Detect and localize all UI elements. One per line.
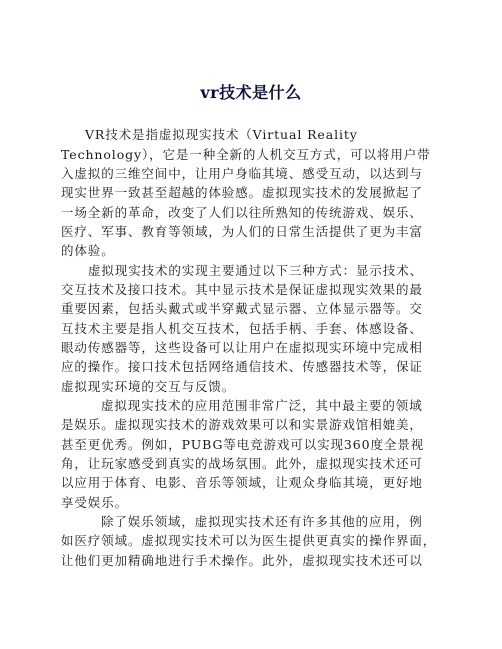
paragraph-line: 让他们更加精确地进行手术操作。此外，虚拟现实技术还可以	[61, 553, 423, 568]
paragraph-line: Technology），它是一种全新的人机交互方式，可以将用户带	[61, 147, 431, 162]
paragraph-line: 交互技术及接口技术。其中显示技术是保证虚拟现实效果的最	[61, 282, 423, 297]
paragraph-line: 虚拟现实环境的交互与反馈。	[61, 379, 236, 394]
paragraph-line: 享受娱乐。	[61, 495, 129, 510]
paragraph-line: VR技术是指虚拟现实技术（Virtual Reality	[85, 127, 358, 142]
paragraph-line: 以应用于体育、电影、音乐等领域，让观众身临其境，更好地	[61, 475, 423, 490]
paragraph-line: 是娱乐。虚拟现实技术的游戏效果可以和实景游戏馆相媲美，	[61, 417, 423, 432]
paragraph-line: 角，让玩家感受到真实的战场氛围。此外，虚拟现实技术还可	[61, 456, 423, 471]
paragraph-line: 入虚拟的三维空间中，让用户身临其境、感受互动，以达到与	[61, 166, 423, 181]
paragraph-line: 虚拟现实技术的应用范围非常广泛，其中最主要的领域	[101, 398, 423, 413]
paragraph-line: 除了娱乐领域，虚拟现实技术还有许多其他的应用，例	[101, 514, 423, 529]
paragraph-line: 现实世界一致甚至超越的体验感。虚拟现实技术的发展掀起了	[61, 185, 423, 200]
paragraph-line: 应的操作。接口技术包括网络通信技术、传感器技术等，保证	[61, 359, 423, 374]
paragraph-line: 互技术主要是指人机交互技术，包括手柄、手套、体感设备、	[61, 321, 423, 336]
document-title: vr技术是什么	[200, 83, 302, 102]
paragraph-line: 眼动传感器等，这些设备可以让用户在虚拟现实环境中完成相	[61, 340, 423, 355]
paragraph-line: 医疗、军事、教育等领域，为人们的日常生活提供了更为丰富	[61, 224, 423, 239]
paragraph-line: 如医疗领域。虚拟现实技术可以为医生提供更真实的操作界面，	[61, 533, 437, 548]
paragraph-line: 甚至更优秀。例如，PUBG等电竞游戏可以实现360度全景视	[61, 437, 425, 452]
paragraph-line: 一场全新的革命，改变了人们以往所熟知的传统游戏、娱乐、	[61, 205, 423, 220]
paragraph-line: 重要因素，包括头戴式或半穿戴式显示器、立体显示器等。交	[61, 301, 423, 316]
paragraph-line: 虚拟现实技术的实现主要通过以下三种方式：显示技术、	[88, 263, 424, 278]
paragraph-line: 的体验。	[61, 243, 115, 258]
